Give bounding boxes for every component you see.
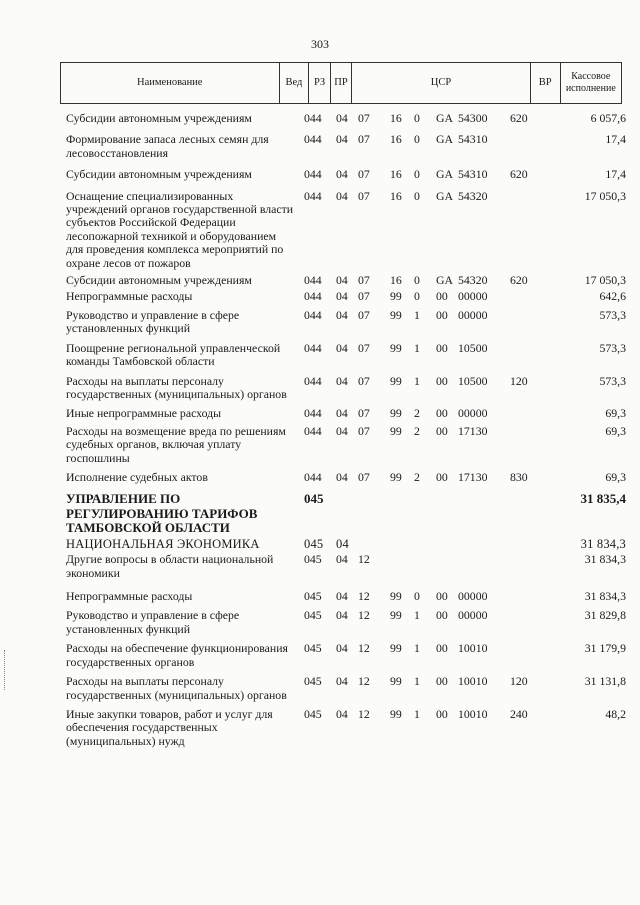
cell-csr-subprogram: 0	[414, 273, 420, 288]
cell-sum: 17 050,3	[584, 273, 626, 288]
cell-csr-direction: 10010	[458, 641, 488, 656]
table-row	[0, 538, 640, 551]
cell-pr: 12	[358, 552, 370, 567]
cell-csr-main: 00	[436, 307, 448, 322]
cell-csr-program: 99	[390, 340, 402, 355]
cell-ved: 045	[304, 641, 322, 656]
header-csr: ЦСР	[352, 63, 531, 103]
cell-vr: 240	[510, 706, 528, 721]
cell-rz: 04	[336, 273, 348, 288]
table-row	[0, 553, 640, 580]
cell-csr-subprogram: 0	[414, 167, 420, 182]
cell-name: Непрограммные расходы	[66, 289, 193, 304]
cell-csr-program: 99	[390, 706, 402, 721]
cell-sum: 573,3	[599, 373, 626, 388]
cell-vr: 830	[510, 469, 528, 484]
cell-csr-direction: 10010	[458, 674, 488, 689]
table-row	[0, 675, 640, 702]
cell-vr: 620	[510, 273, 528, 288]
table-row	[0, 309, 640, 336]
cell-pr: 12	[358, 589, 370, 604]
cell-csr-direction: 10500	[458, 373, 488, 388]
cell-pr: 12	[358, 706, 370, 721]
cell-csr-subprogram: 1	[414, 706, 420, 721]
cell-rz: 04	[336, 373, 348, 388]
cell-csr-program: 99	[390, 608, 402, 623]
header-vr: ВР	[531, 63, 561, 103]
cell-sum: 69,3	[605, 469, 626, 484]
cell-ved: 044	[304, 373, 322, 388]
cell-csr-subprogram: 1	[414, 641, 420, 656]
cell-csr-main: 00	[436, 340, 448, 355]
header-sum-line2: исполнение	[565, 83, 616, 94]
table-body	[0, 107, 640, 748]
cell-pr: 07	[358, 307, 370, 322]
cell-csr-direction: 17130	[458, 423, 488, 438]
cell-csr-main: 00	[436, 674, 448, 689]
cell-name: Субсидии автономным учреждениям	[66, 111, 252, 125]
cell-csr-main: 00	[436, 608, 448, 623]
header-sum	[561, 63, 621, 103]
cell-ved: 045	[304, 552, 322, 567]
cell-csr-subprogram: 2	[414, 406, 420, 421]
cell-csr-program: 16	[390, 188, 402, 203]
cell-sum: 31 829,8	[584, 608, 626, 623]
cell-csr-program: 99	[390, 289, 402, 304]
table-row	[0, 471, 640, 484]
cell-csr-main: 00	[436, 706, 448, 721]
cell-sum: 69,3	[605, 406, 626, 421]
cell-csr-direction: 54320	[458, 188, 488, 203]
cell-csr-program: 99	[390, 469, 402, 484]
cell-vr: 120	[510, 674, 528, 689]
cell-sum: 642,6	[599, 289, 626, 304]
cell-ved: 045	[304, 706, 322, 721]
cell-pr: 07	[358, 423, 370, 438]
cell-csr-direction: 00000	[458, 589, 488, 604]
cell-csr-program: 99	[390, 373, 402, 388]
cell-csr-main: 00	[436, 589, 448, 604]
cell-csr-direction: 54300	[458, 111, 488, 125]
cell-csr-subprogram: 1	[414, 373, 420, 388]
table-row	[0, 375, 640, 402]
cell-rz: 04	[336, 706, 348, 721]
cell-csr-subprogram: 1	[414, 340, 420, 355]
cell-sum: 17,4	[605, 167, 626, 182]
cell-csr-direction: 54320	[458, 273, 488, 288]
header-ved: Вед	[280, 63, 310, 103]
cell-name: Руководство и управление в сфере установленных функций	[66, 608, 240, 636]
cell-name: Иные закупки товаров, работ и услуг для обеспечения государственных (муниципальных) нужд	[66, 706, 273, 748]
cell-csr-direction: 54310	[458, 132, 488, 147]
cell-ved: 045	[304, 589, 322, 604]
cell-ved: 044	[304, 273, 322, 288]
cell-vr: 120	[510, 373, 528, 388]
cell-csr-program: 16	[390, 111, 402, 125]
cell-ved: 045	[304, 536, 324, 551]
cell-csr-direction: 00000	[458, 289, 488, 304]
cell-rz: 04	[336, 406, 348, 421]
cell-csr-main: GA	[436, 188, 454, 203]
cell-rz: 04	[336, 469, 348, 484]
cell-rz: 04	[336, 167, 348, 182]
cell-pr: 12	[358, 674, 370, 689]
cell-rz: 04	[336, 307, 348, 322]
cell-vr: 620	[510, 167, 528, 182]
cell-name: Оснащение специализированных учреждений органов государственной власти субъектов Российской Федерации лесопожарной техникой и оборудованием для проведения комплекса мероприятий по охране лесов от пожаров	[66, 188, 294, 270]
cell-sum: 17 050,3	[584, 188, 626, 203]
cell-pr: 07	[358, 373, 370, 388]
cell-rz: 04	[336, 552, 348, 567]
cell-pr: 12	[358, 608, 370, 623]
cell-rz: 04	[336, 289, 348, 304]
cell-rz: 04	[336, 340, 348, 355]
cell-sum: 31 834,3	[584, 589, 626, 604]
table-row	[0, 133, 640, 160]
cell-csr-direction: 00000	[458, 608, 488, 623]
cell-sum: 31 834,3	[584, 552, 626, 567]
cell-rz: 04	[336, 641, 348, 656]
table-row	[0, 492, 640, 536]
cell-ved: 044	[304, 469, 322, 484]
cell-rz: 04	[336, 608, 348, 623]
cell-sum: 573,3	[599, 340, 626, 355]
cell-name: Субсидии автономным учреждениям	[66, 167, 252, 182]
header-name: Наименование	[61, 63, 280, 103]
cell-csr-subprogram: 0	[414, 111, 420, 125]
cell-name: Другие вопросы в области национальной экономики	[66, 552, 274, 580]
cell-csr-direction: 17130	[458, 469, 488, 484]
cell-name: Формирование запаса лесных семян для лесовосстановления	[66, 132, 269, 160]
cell-pr: 07	[358, 406, 370, 421]
cell-rz: 04	[336, 132, 348, 147]
cell-csr-main: 00	[436, 423, 448, 438]
cell-csr-main: GA	[436, 167, 454, 182]
cell-pr: 12	[358, 641, 370, 656]
cell-name: Непрограммные расходы	[66, 589, 193, 604]
cell-csr-subprogram: 1	[414, 674, 420, 689]
cell-ved: 044	[304, 111, 322, 125]
table-row	[0, 274, 640, 287]
margin-mark	[4, 650, 7, 690]
cell-csr-program: 99	[390, 406, 402, 421]
table-row	[0, 642, 640, 669]
cell-csr-program: 16	[390, 132, 402, 147]
cell-csr-subprogram: 2	[414, 423, 420, 438]
cell-csr-subprogram: 2	[414, 469, 420, 484]
cell-sum: 17,4	[605, 132, 626, 147]
cell-name: УПРАВЛЕНИЕ ПО РЕГУЛИРОВАНИЮ ТАРИФОВ ТАМБОВСКОЙ ОБЛАСТИ	[66, 491, 258, 536]
cell-ved: 044	[304, 340, 322, 355]
table-row	[0, 609, 640, 636]
cell-sum: 69,3	[605, 423, 626, 438]
cell-pr: 07	[358, 132, 370, 147]
table-row	[0, 112, 640, 125]
cell-name: Исполнение судебных актов	[66, 469, 208, 484]
cell-csr-main: GA	[436, 132, 454, 147]
cell-vr: 620	[510, 111, 528, 125]
table-row	[0, 290, 640, 303]
cell-ved: 044	[304, 167, 322, 182]
cell-pr: 07	[358, 167, 370, 182]
table-header	[60, 62, 622, 104]
cell-name: Поощрение региональной управленческой команды Тамбовской области	[66, 340, 281, 369]
cell-csr-program: 99	[390, 641, 402, 656]
cell-csr-subprogram: 0	[414, 132, 420, 147]
cell-csr-direction: 00000	[458, 307, 488, 322]
header-pr: ПР	[331, 63, 352, 103]
table-row	[0, 708, 640, 748]
cell-name: Расходы на обеспечение функционирования государственных органов	[66, 641, 288, 669]
cell-rz: 04	[336, 423, 348, 438]
table-row	[0, 190, 640, 270]
page-number: 303	[311, 37, 329, 51]
cell-sum: 573,3	[599, 307, 626, 322]
cell-csr-program: 99	[390, 307, 402, 322]
cell-rz: 04	[336, 111, 348, 125]
cell-pr: 07	[358, 340, 370, 355]
cell-csr-program: 99	[390, 674, 402, 689]
cell-name: Субсидии автономным учреждениям	[66, 273, 252, 288]
cell-name: Иные непрограммные расходы	[66, 406, 222, 421]
cell-ved: 044	[304, 423, 322, 438]
cell-ved: 044	[304, 289, 322, 304]
cell-csr-main: 00	[436, 469, 448, 484]
cell-ved: 045	[304, 491, 324, 507]
cell-csr-main: 00	[436, 406, 448, 421]
cell-sum: 31 835,4	[580, 491, 626, 507]
cell-csr-main: GA	[436, 273, 454, 288]
cell-csr-direction: 10010	[458, 706, 488, 721]
cell-csr-subprogram: 0	[414, 188, 420, 203]
cell-csr-subprogram: 0	[414, 289, 420, 304]
cell-sum: 31 131,8	[584, 674, 626, 689]
cell-rz: 04	[336, 188, 348, 203]
cell-csr-program: 16	[390, 167, 402, 182]
cell-csr-main: GA	[436, 111, 454, 125]
cell-csr-main: 00	[436, 641, 448, 656]
table-row	[0, 590, 640, 603]
cell-csr-direction: 10500	[458, 340, 488, 355]
cell-ved: 044	[304, 307, 322, 322]
cell-name: НАЦИОНАЛЬНАЯ ЭКОНОМИКА	[66, 536, 260, 551]
cell-sum: 31 834,3	[580, 536, 626, 551]
cell-pr: 07	[358, 273, 370, 288]
cell-ved: 044	[304, 132, 322, 147]
cell-ved: 044	[304, 188, 322, 203]
cell-sum: 6 057,6	[590, 111, 626, 125]
cell-sum: 48,2	[605, 706, 626, 721]
cell-ved: 045	[304, 608, 322, 623]
cell-sum: 31 179,9	[584, 641, 626, 656]
header-sum-line1: Кассовое	[571, 71, 611, 82]
table-row	[0, 407, 640, 420]
cell-csr-direction: 54310	[458, 167, 488, 182]
cell-name: Расходы на выплаты персоналу государственных (муниципальных) органов	[66, 674, 287, 702]
cell-pr: 07	[358, 469, 370, 484]
cell-csr-subprogram: 1	[414, 608, 420, 623]
table-row	[0, 168, 640, 181]
header-rz: РЗ	[309, 63, 330, 103]
cell-ved: 044	[304, 406, 322, 421]
cell-csr-subprogram: 0	[414, 589, 420, 604]
cell-csr-program: 99	[390, 423, 402, 438]
cell-csr-main: 00	[436, 373, 448, 388]
cell-csr-direction: 00000	[458, 406, 488, 421]
cell-pr: 07	[358, 111, 370, 125]
cell-csr-program: 99	[390, 589, 402, 604]
cell-rz: 04	[336, 674, 348, 689]
cell-name: Расходы на возмещение вреда по решениям судебных органов, включая уплату госпошлины	[66, 423, 286, 465]
cell-csr-main: 00	[436, 289, 448, 304]
cell-rz: 04	[336, 589, 348, 604]
cell-csr-program: 16	[390, 273, 402, 288]
cell-pr: 07	[358, 289, 370, 304]
cell-name: Расходы на выплаты персоналу государственных (муниципальных) органов	[66, 373, 287, 401]
table-row	[0, 425, 640, 465]
cell-name: Руководство и управление в сфере установленных функций	[66, 307, 240, 336]
cell-pr: 07	[358, 188, 370, 203]
table-row	[0, 342, 640, 369]
cell-rz: 04	[336, 536, 349, 551]
cell-csr-subprogram: 1	[414, 307, 420, 322]
cell-ved: 045	[304, 674, 322, 689]
